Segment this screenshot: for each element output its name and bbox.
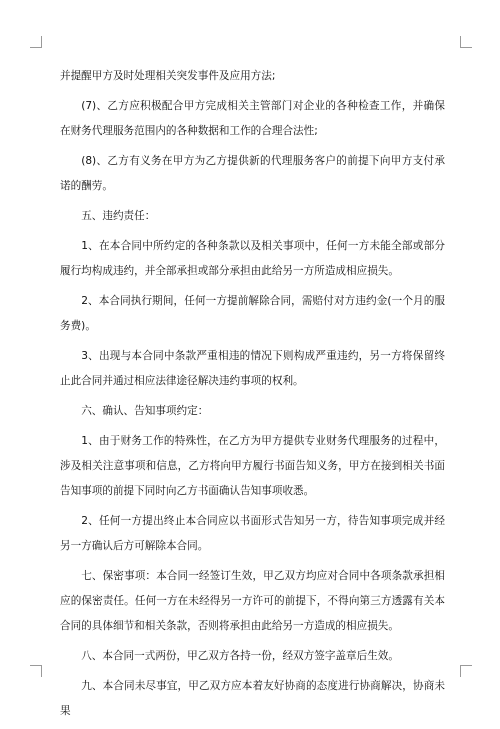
section-heading-breach-liability: 五、违约责任：	[81, 210, 156, 222]
paragraph-copies: 八、本合同一式两份，甲乙双方各持一份，经双方签字盖章后生效。	[81, 650, 399, 662]
paragraph-continuation: 并提醒甲方及时处理相关突发事件及应用方法;	[60, 70, 276, 82]
crop-mark-top-right	[460, 36, 472, 48]
document-page	[60, 64, 445, 729]
paragraph-item-7: (7)、乙方应积极配合甲方完成相关主管部门对企业的各种检查工作，并确保在财务代理服务范围内的各种数据和工作的合理合法性;	[60, 100, 445, 137]
paragraph-notice-2: 2、任何一方提出终止本合同应以书面形式告知另一方，待告知事项完成并经另一方确认后方可解除本合同。	[60, 515, 445, 552]
paragraph-notice-1: 1、由于财务工作的特殊性，在乙方为甲方提供专业财务代理服务的过程中，涉及相关注意事项和信息，乙方将向甲方履行书面告知义务，甲方在接到相关书面告知事项的前提下同时向乙方书面确认告知事项收悉。	[60, 435, 445, 497]
section-heading-confirmation-notice: 六、确认、告知事项约定：	[81, 405, 209, 417]
paragraph-unresolved-matters: 九、本合同未尽事宜，甲乙双方应本着友好协商的态度进行协商解决，协商未果	[60, 680, 445, 717]
paragraph-breach-3: 3、出现与本合同中条款严重相违的情况下则构成严重违约，另一方将保留终止此合同并通过相应法律途径解决违约事项的权利。	[60, 350, 445, 387]
crop-mark-bottom-left	[30, 665, 42, 677]
paragraph-breach-2: 2、本合同执行期间，任何一方提前解除合同，需赔付对方违约金(一个月的服务费)。	[60, 295, 445, 332]
paragraph-confidentiality: 七、保密事项：本合同一经签订生效，甲乙双方均应对合同中各项条款承担相应的保密责任。任何一方在未经得另一方许可的前提下，不得向第三方透露有关本合同的具体细节和相关条款，否则将承担由此给另一方造成的相应损失。	[60, 570, 445, 632]
paragraph-item-8: (8)、乙方有义务在甲方为乙方提供新的代理服务客户的前提下向甲方支付承诺的酬劳。	[60, 155, 445, 192]
crop-mark-bottom-right	[460, 665, 472, 677]
paragraph-breach-1: 1、在本合同中所约定的各种条款以及相关事项中，任何一方未能全部或部分履行均构成违约，并全部承担或部分承担由此给另一方所造成相应损失。	[60, 240, 445, 277]
crop-mark-top-left	[30, 36, 42, 48]
